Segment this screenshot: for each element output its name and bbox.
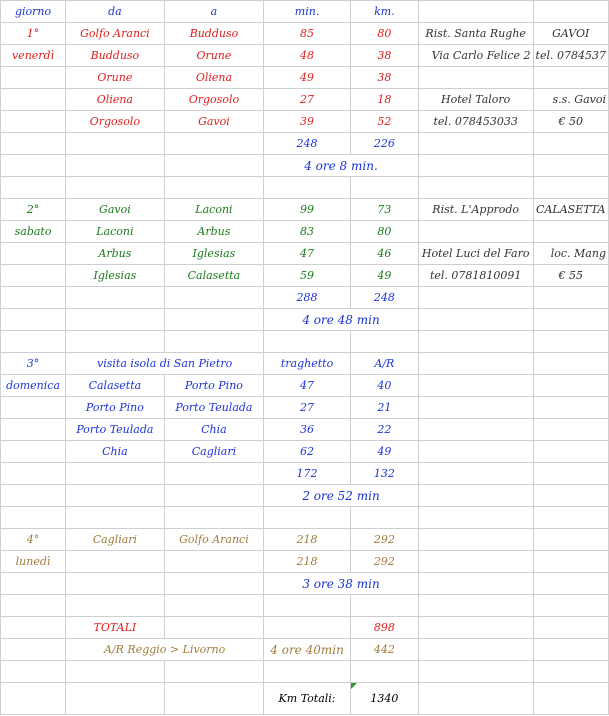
km-totali-label[interactable]: Km Totali:: [264, 683, 351, 715]
day3-ar[interactable]: A/R: [350, 353, 418, 375]
table-row: [1, 111, 609, 133]
cell[interactable]: [533, 309, 608, 331]
header-a[interactable]: a: [164, 1, 263, 23]
table-row: [1, 551, 609, 573]
day2-total-min[interactable]: 288: [264, 287, 351, 309]
leg-km[interactable]: 80: [350, 221, 418, 243]
leg-km[interactable]: 73: [350, 199, 418, 221]
cell[interactable]: [418, 551, 533, 573]
note-cell[interactable]: CALASETTA: [533, 199, 608, 221]
cell[interactable]: [533, 375, 608, 397]
cell[interactable]: [533, 221, 608, 243]
cell[interactable]: [418, 507, 533, 529]
cell[interactable]: [418, 287, 533, 309]
cell[interactable]: [66, 551, 165, 573]
leg-min[interactable]: 39: [264, 111, 351, 133]
cell[interactable]: [164, 177, 263, 199]
cell[interactable]: [418, 639, 533, 661]
table-row: [1, 243, 609, 265]
leg-from[interactable]: Porto Pino: [66, 397, 165, 419]
leg-min[interactable]: 36: [264, 419, 351, 441]
day3-total-min[interactable]: 172: [264, 463, 351, 485]
totali-label[interactable]: TOTALI: [66, 617, 165, 639]
leg-km[interactable]: 38: [350, 67, 418, 89]
cell[interactable]: [533, 397, 608, 419]
leg-from[interactable]: Orune: [66, 67, 165, 89]
leg-from[interactable]: Arbus: [66, 243, 165, 265]
table-row: [1, 133, 609, 155]
cell[interactable]: [418, 353, 533, 375]
day1-total-min[interactable]: 248: [264, 133, 351, 155]
cell[interactable]: [1, 463, 66, 485]
leg-to[interactable]: Arbus: [164, 221, 263, 243]
cell[interactable]: [164, 573, 263, 595]
day2-num[interactable]: 2°: [1, 199, 66, 221]
table-row: [1, 353, 609, 375]
table-row: [1, 507, 609, 529]
cell[interactable]: [533, 639, 608, 661]
leg-min[interactable]: 99: [264, 199, 351, 221]
table-row: [1, 661, 609, 683]
table-row: [1, 595, 609, 617]
cell[interactable]: [164, 595, 263, 617]
cell[interactable]: [418, 419, 533, 441]
cell[interactable]: [533, 507, 608, 529]
cell[interactable]: [164, 551, 263, 573]
note-cell[interactable]: tel. 0781810091: [418, 265, 533, 287]
note-cell[interactable]: Hotel Taloro: [418, 89, 533, 111]
cell[interactable]: [533, 67, 608, 89]
day1-duration[interactable]: 4 ore 8 min.: [264, 155, 419, 177]
leg-from[interactable]: Gavoi: [66, 199, 165, 221]
cell[interactable]: [533, 595, 608, 617]
cell[interactable]: [418, 463, 533, 485]
cell[interactable]: [418, 529, 533, 551]
table-row: [1, 309, 609, 331]
table-row: [1, 683, 609, 715]
day4-num[interactable]: 4°: [1, 529, 66, 551]
cell[interactable]: [533, 155, 608, 177]
cell[interactable]: [533, 441, 608, 463]
cell[interactable]: [1, 661, 66, 683]
leg-from[interactable]: Chia: [66, 441, 165, 463]
leg-from[interactable]: Oliena: [66, 89, 165, 111]
note-cell[interactable]: tel. 078453033: [418, 111, 533, 133]
cell[interactable]: [1, 265, 66, 287]
note-cell[interactable]: € 55: [533, 265, 608, 287]
cell[interactable]: [533, 661, 608, 683]
table-row: [1, 529, 609, 551]
table-row: [1, 419, 609, 441]
cell[interactable]: [66, 573, 165, 595]
leg-from[interactable]: Iglesias: [66, 265, 165, 287]
cell[interactable]: [533, 353, 608, 375]
cell[interactable]: [264, 617, 351, 639]
table-row: [1, 463, 609, 485]
cell[interactable]: [264, 177, 351, 199]
cell[interactable]: [1, 507, 66, 529]
cell[interactable]: [1, 177, 66, 199]
cell[interactable]: [264, 331, 351, 353]
cell[interactable]: [66, 287, 165, 309]
leg-km[interactable]: 49: [350, 441, 418, 463]
day4-total-km[interactable]: 292: [350, 551, 418, 573]
leg-km[interactable]: 18: [350, 89, 418, 111]
leg-km[interactable]: 46: [350, 243, 418, 265]
cell[interactable]: [1, 419, 66, 441]
table-row: [1, 67, 609, 89]
totali-km[interactable]: 898: [350, 617, 418, 639]
cell[interactable]: [66, 177, 165, 199]
note-cell[interactable]: s.s. Gavoi: [533, 89, 608, 111]
cell[interactable]: [164, 507, 263, 529]
day1-num[interactable]: 1°: [1, 23, 66, 45]
cell[interactable]: [418, 133, 533, 155]
leg-from[interactable]: Cagliari: [66, 529, 165, 551]
table-row: [1, 617, 609, 639]
cell[interactable]: [533, 573, 608, 595]
cell[interactable]: [533, 177, 608, 199]
cell[interactable]: [418, 177, 533, 199]
header-da[interactable]: da: [66, 1, 165, 23]
cell[interactable]: [66, 331, 165, 353]
ar-time[interactable]: 4 ore 40min: [264, 639, 351, 661]
leg-from[interactable]: Laconi: [66, 221, 165, 243]
cell[interactable]: [418, 573, 533, 595]
leg-min[interactable]: 85: [264, 23, 351, 45]
leg-km[interactable]: 80: [350, 23, 418, 45]
cell[interactable]: [418, 683, 533, 715]
cell[interactable]: [533, 617, 608, 639]
header-row: [1, 1, 609, 23]
table-row: [1, 441, 609, 463]
cell[interactable]: [418, 155, 533, 177]
cell[interactable]: [164, 485, 263, 507]
leg-km[interactable]: 22: [350, 419, 418, 441]
leg-min[interactable]: 62: [264, 441, 351, 463]
cell[interactable]: [418, 661, 533, 683]
cell[interactable]: [66, 133, 165, 155]
cell[interactable]: [418, 485, 533, 507]
day3-total-km[interactable]: 132: [350, 463, 418, 485]
day4-duration[interactable]: 3 ore 38 min: [264, 573, 419, 595]
ar-km[interactable]: 442: [350, 639, 418, 661]
leg-min[interactable]: 83: [264, 221, 351, 243]
cell[interactable]: [66, 683, 165, 715]
day4-weekday[interactable]: lunedì: [1, 551, 66, 573]
cell[interactable]: [1, 397, 66, 419]
leg-from[interactable]: Budduso: [66, 45, 165, 67]
cell[interactable]: [533, 287, 608, 309]
day3-weekday[interactable]: domenica: [1, 375, 66, 397]
cell[interactable]: [533, 485, 608, 507]
table-row: [1, 573, 609, 595]
note-cell[interactable]: Rist. L'Approdo: [418, 199, 533, 221]
cell[interactable]: [1, 595, 66, 617]
cell[interactable]: [264, 507, 351, 529]
table-row: [1, 375, 609, 397]
leg-km[interactable]: 52: [350, 111, 418, 133]
cell[interactable]: [533, 551, 608, 573]
cell[interactable]: [418, 67, 533, 89]
leg-to[interactable]: Cagliari: [164, 441, 263, 463]
leg-to[interactable]: Orune: [164, 45, 263, 67]
table-row: [1, 23, 609, 45]
cell[interactable]: [164, 287, 263, 309]
cell[interactable]: [533, 419, 608, 441]
cell[interactable]: [350, 661, 418, 683]
cell[interactable]: [66, 595, 165, 617]
table-row: [1, 221, 609, 243]
leg-from[interactable]: Golfo Aranci: [66, 23, 165, 45]
header-km[interactable]: km.: [350, 1, 418, 23]
cell[interactable]: [1, 617, 66, 639]
cell[interactable]: [418, 221, 533, 243]
cell[interactable]: [418, 595, 533, 617]
table-row: [1, 177, 609, 199]
cell[interactable]: [418, 1, 533, 23]
leg-to[interactable]: Orgosolo: [164, 89, 263, 111]
table-row: [1, 485, 609, 507]
leg-km[interactable]: 49: [350, 265, 418, 287]
table-row: [1, 45, 609, 67]
cell[interactable]: [418, 397, 533, 419]
table-row: [1, 287, 609, 309]
cell[interactable]: [533, 683, 608, 715]
leg-to[interactable]: Laconi: [164, 199, 263, 221]
cell[interactable]: [533, 463, 608, 485]
day1-total-km[interactable]: 226: [350, 133, 418, 155]
leg-to[interactable]: Chia: [164, 419, 263, 441]
table-row: [1, 89, 609, 111]
cell[interactable]: [1, 573, 66, 595]
table-row: [1, 155, 609, 177]
cell[interactable]: [418, 375, 533, 397]
day3-traghetto[interactable]: traghetto: [264, 353, 351, 375]
cell[interactable]: [1, 441, 66, 463]
leg-from[interactable]: Calasetta: [66, 375, 165, 397]
header-giorno[interactable]: giorno: [1, 1, 66, 23]
leg-min[interactable]: 59: [264, 265, 351, 287]
cell[interactable]: [350, 595, 418, 617]
leg-from[interactable]: Orgosolo: [66, 111, 165, 133]
cell[interactable]: [533, 529, 608, 551]
day1-weekday[interactable]: venerdì: [1, 45, 66, 67]
cell[interactable]: [164, 661, 263, 683]
day2-weekday[interactable]: sabato: [1, 221, 66, 243]
day2-total-km[interactable]: 248: [350, 287, 418, 309]
day2-duration[interactable]: 4 ore 48 min: [264, 309, 419, 331]
note-cell[interactable]: € 50: [533, 111, 608, 133]
leg-to[interactable]: Calasetta: [164, 265, 263, 287]
cell[interactable]: [350, 507, 418, 529]
cell[interactable]: [264, 661, 351, 683]
leg-to[interactable]: Gavoi: [164, 111, 263, 133]
cell[interactable]: [66, 661, 165, 683]
cell[interactable]: [164, 133, 263, 155]
leg-to[interactable]: Porto Teulada: [164, 397, 263, 419]
leg-min[interactable]: 47: [264, 243, 351, 265]
cell[interactable]: [533, 133, 608, 155]
cell[interactable]: [350, 177, 418, 199]
table-row: [1, 265, 609, 287]
leg-km[interactable]: 40: [350, 375, 418, 397]
leg-min[interactable]: 218: [264, 529, 351, 551]
leg-to[interactable]: Golfo Aranci: [164, 529, 263, 551]
cell[interactable]: [418, 309, 533, 331]
day3-duration[interactable]: 2 ore 52 min: [264, 485, 419, 507]
cell[interactable]: [66, 463, 165, 485]
note-cell[interactable]: Via Carlo Felice 2: [418, 45, 533, 67]
cell[interactable]: [66, 155, 165, 177]
note-cell[interactable]: GAVOI: [533, 23, 608, 45]
leg-min[interactable]: 48: [264, 45, 351, 67]
leg-from[interactable]: Porto Teulada: [66, 419, 165, 441]
leg-to[interactable]: Budduso: [164, 23, 263, 45]
cell[interactable]: [1, 331, 66, 353]
cell[interactable]: [418, 331, 533, 353]
cell[interactable]: [350, 331, 418, 353]
cell[interactable]: [1, 309, 66, 331]
note-cell[interactable]: Hotel Luci del Faro: [418, 243, 533, 265]
cell[interactable]: [164, 331, 263, 353]
cell[interactable]: [164, 617, 263, 639]
cell[interactable]: [1, 639, 66, 661]
table-row: [1, 199, 609, 221]
cell[interactable]: [164, 309, 263, 331]
cell[interactable]: [66, 485, 165, 507]
cell[interactable]: [66, 309, 165, 331]
cell[interactable]: [164, 155, 263, 177]
table-row: [1, 639, 609, 661]
day4-total-min[interactable]: 218: [264, 551, 351, 573]
cell[interactable]: [1, 133, 66, 155]
leg-min[interactable]: 27: [264, 397, 351, 419]
cell[interactable]: [1, 155, 66, 177]
cell[interactable]: [1, 485, 66, 507]
cell[interactable]: [164, 683, 263, 715]
table-row: [1, 397, 609, 419]
cell[interactable]: [1, 89, 66, 111]
cell[interactable]: [418, 441, 533, 463]
leg-min[interactable]: 47: [264, 375, 351, 397]
cell[interactable]: [418, 617, 533, 639]
cell[interactable]: [533, 331, 608, 353]
leg-min[interactable]: 49: [264, 67, 351, 89]
cell[interactable]: [533, 1, 608, 23]
cell[interactable]: [1, 67, 66, 89]
cell[interactable]: [1, 683, 66, 715]
leg-to[interactable]: Porto Pino: [164, 375, 263, 397]
note-cell[interactable]: loc. Mang: [533, 243, 608, 265]
leg-to[interactable]: Iglesias: [164, 243, 263, 265]
leg-km[interactable]: 21: [350, 397, 418, 419]
cell[interactable]: [66, 507, 165, 529]
leg-km[interactable]: 38: [350, 45, 418, 67]
table-row: [1, 331, 609, 353]
leg-to[interactable]: Oliena: [164, 67, 263, 89]
ar-label[interactable]: A/R Reggio > Livorno: [66, 639, 264, 661]
cell[interactable]: [1, 111, 66, 133]
header-min[interactable]: min.: [264, 1, 351, 23]
cell[interactable]: [1, 287, 66, 309]
cell[interactable]: [164, 463, 263, 485]
leg-min[interactable]: 27: [264, 89, 351, 111]
leg-km[interactable]: 292: [350, 529, 418, 551]
day3-intro[interactable]: visita isola di San Pietro: [66, 353, 264, 375]
cell[interactable]: [264, 595, 351, 617]
note-cell[interactable]: tel. 0784537: [533, 45, 608, 67]
km-totali-value[interactable]: 1340: [350, 683, 418, 715]
note-cell[interactable]: Rist. Santa Rughe: [418, 23, 533, 45]
cell[interactable]: [1, 243, 66, 265]
day3-num[interactable]: 3°: [1, 353, 66, 375]
